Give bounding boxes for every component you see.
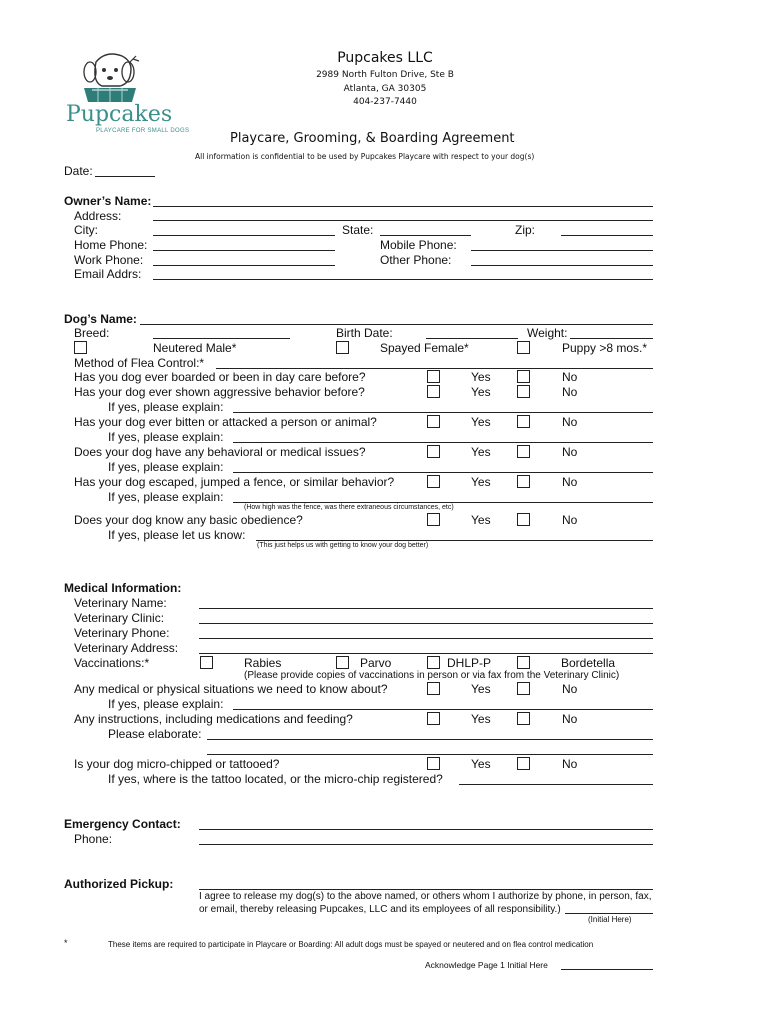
instructions-yes-label: Yes (471, 712, 491, 726)
instructions-yes-checkbox[interactable] (427, 712, 440, 725)
initial-field[interactable] (565, 913, 653, 914)
logo-tagline: PLAYCARE FOR SMALL DOGS (96, 128, 190, 134)
initial-label: (Initial Here) (588, 915, 632, 924)
pickup-heading: Authorized Pickup: (64, 877, 174, 891)
zip-label: Zip: (515, 223, 536, 237)
chip-no-label: No (562, 757, 578, 771)
obedience-no-label: No (562, 513, 578, 527)
mobile-phone-label: Mobile Phone: (380, 238, 457, 252)
instructions-field-2[interactable] (207, 754, 653, 755)
obedience-let-us-know-label: If yes, please let us know: (108, 528, 246, 542)
bitten-yes-checkbox[interactable] (427, 415, 440, 428)
chip-question: Is your dog micro-chipped or tattooed? (74, 757, 280, 771)
situations-question: Any medical or physical situations we need to know about? (74, 682, 388, 696)
situations-explain-label: If yes, please explain: (108, 697, 224, 711)
dog-name-field[interactable] (140, 324, 653, 325)
bitten-explain-label: If yes, please explain: (108, 430, 224, 444)
bordetella-label: Bordetella (561, 656, 616, 670)
bordetella-checkbox[interactable] (517, 656, 530, 669)
breed-label: Breed: (74, 326, 110, 340)
company-name: Pupcakes LLC (337, 50, 433, 66)
emergency-name-field[interactable] (199, 829, 653, 830)
escaped-explain-label: If yes, please explain: (108, 490, 224, 504)
zip-field[interactable] (561, 235, 653, 236)
work-phone-field[interactable] (153, 265, 335, 266)
vet-name-label: Veterinary Name: (74, 596, 167, 610)
vet-phone-field[interactable] (199, 638, 653, 639)
medical-issues-yes-checkbox[interactable] (427, 445, 440, 458)
bitten-no-checkbox[interactable] (517, 415, 530, 428)
dhlp-label: DHLP-P (447, 656, 492, 670)
dhlp-checkbox[interactable] (427, 656, 440, 669)
spayed-label: Spayed Female* (380, 341, 469, 355)
chip-where-field[interactable] (459, 784, 653, 785)
form-subtitle: All information is confidential to be used by Pupcakes Playcare with respect to your dog(s) (195, 152, 535, 161)
escaped-yes-label: Yes (471, 475, 491, 489)
vaccination-note: (Please provide copies of vaccinations in person or via fax from the Veterinary Clinic) (244, 670, 620, 681)
logo-name: Pupcakes (66, 102, 173, 127)
city-field[interactable] (153, 235, 335, 236)
other-phone-field[interactable] (471, 265, 653, 266)
escaped-question: Has your dog escaped, jumped a fence, or similar behavior? (74, 475, 395, 489)
escaped-no-label: No (562, 475, 578, 489)
vet-address-field[interactable] (199, 653, 653, 654)
flea-label: Method of Flea Control:* (74, 356, 205, 370)
footnote-star: * (64, 938, 68, 948)
chip-no-checkbox[interactable] (517, 757, 530, 770)
escaped-explain-field[interactable] (233, 502, 653, 503)
aggressive-yes-checkbox[interactable] (427, 385, 440, 398)
puppy-checkbox[interactable] (517, 341, 530, 354)
situations-no-label: No (562, 682, 578, 696)
agreement-line-1: I agree to release my dog(s) to the above named, or others whom I authorize by phone, in person, fax, (199, 891, 652, 902)
instructions-elaborate-label: Please elaborate: (108, 727, 202, 741)
vet-clinic-label: Veterinary Clinic: (74, 611, 165, 625)
medical-issues-no-label: No (562, 445, 578, 459)
spayed-checkbox[interactable] (336, 341, 349, 354)
vet-name-field[interactable] (199, 608, 653, 609)
medical-issues-no-checkbox[interactable] (517, 445, 530, 458)
footnote-text: These items are required to participate in Playcare or Boarding: All adult dogs must be spayed or neutered and on flea control medication (108, 940, 594, 949)
instructions-question: Any instructions, including medications and feeding? (74, 712, 353, 726)
weight-field[interactable] (570, 338, 653, 339)
pickup-field[interactable] (199, 889, 653, 890)
dog-name-label: Dog’s Name: (64, 312, 137, 326)
agreement-line-2: or email, thereby releasing Pupcakes, LLC and its employees of all responsibility.) (199, 904, 561, 915)
other-phone-label: Other Phone: (380, 253, 452, 267)
owner-name-label: Owner’s Name: (64, 194, 152, 208)
birth-date-field[interactable] (426, 338, 518, 339)
breed-field[interactable] (153, 338, 290, 339)
situations-no-checkbox[interactable] (517, 682, 530, 695)
chip-where-label: If yes, where is the tattoo located, or the micro-chip registered? (108, 772, 443, 786)
bitten-no-label: No (562, 415, 578, 429)
boarded-yes-label: Yes (471, 370, 491, 384)
rabies-checkbox[interactable] (200, 656, 213, 669)
emergency-phone-label: Phone: (74, 832, 113, 846)
vet-address-label: Veterinary Address: (74, 641, 179, 655)
date-field[interactable] (95, 176, 155, 177)
instructions-field-1[interactable] (207, 739, 653, 740)
obedience-field[interactable] (256, 540, 653, 541)
obedience-yes-checkbox[interactable] (427, 513, 440, 526)
escaped-no-checkbox[interactable] (517, 475, 530, 488)
situations-yes-checkbox[interactable] (427, 682, 440, 695)
company-address-2: Atlanta, GA 30305 (343, 84, 427, 94)
state-field[interactable] (380, 235, 471, 236)
instructions-no-label: No (562, 712, 578, 726)
neutered-checkbox[interactable] (74, 341, 87, 354)
situations-yes-label: Yes (471, 682, 491, 696)
weight-label: Weight: (527, 326, 568, 340)
aggressive-no-label: No (562, 385, 578, 399)
obedience-note: (This just helps us with getting to know your dog better) (257, 542, 429, 549)
boarded-yes-checkbox[interactable] (427, 370, 440, 383)
home-phone-field[interactable] (153, 250, 335, 251)
aggressive-question: Has your dog ever shown aggressive behavior before? (74, 385, 365, 399)
address-field[interactable] (153, 220, 653, 221)
boarded-question: Has you dog ever boarded or been in day care before? (74, 370, 366, 384)
home-phone-label: Home Phone: (74, 238, 148, 252)
boarded-no-checkbox[interactable] (517, 370, 530, 383)
date-label: Date: (64, 164, 93, 178)
bitten-yes-label: Yes (471, 415, 491, 429)
bitten-explain-field[interactable] (233, 442, 653, 443)
obedience-question: Does your dog know any basic obedience? (74, 513, 303, 527)
bitten-question: Has your dog ever bitten or attacked a person or animal? (74, 415, 377, 429)
email-field[interactable] (153, 279, 653, 280)
owner-name-field[interactable] (153, 206, 653, 207)
aggressive-explain-label: If yes, please explain: (108, 400, 224, 414)
aggressive-no-checkbox[interactable] (517, 385, 530, 398)
city-label: City: (74, 223, 98, 237)
emergency-phone-field[interactable] (199, 844, 653, 845)
medical-issues-explain-label: If yes, please explain: (108, 460, 224, 474)
state-label: State: (342, 223, 374, 237)
puppy-label: Puppy >8 mos.* (562, 341, 648, 355)
boarded-no-label: No (562, 370, 578, 384)
obedience-no-checkbox[interactable] (517, 513, 530, 526)
aggressive-explain-field[interactable] (233, 412, 653, 413)
medical-heading: Medical Information: (64, 581, 182, 595)
email-label: Email Addrs: (74, 267, 142, 281)
parvo-checkbox[interactable] (336, 656, 349, 669)
parvo-label: Parvo (360, 656, 392, 670)
mobile-phone-field[interactable] (471, 250, 653, 251)
rabies-label: Rabies (244, 656, 282, 670)
escaped-yes-checkbox[interactable] (427, 475, 440, 488)
situations-explain-field[interactable] (233, 709, 653, 710)
emergency-heading: Emergency Contact: (64, 817, 181, 831)
flea-field[interactable] (216, 368, 653, 369)
aggressive-yes-label: Yes (471, 385, 491, 399)
chip-yes-label: Yes (471, 757, 491, 771)
company-address-1: 2989 North Fulton Drive, Ste B (316, 70, 454, 80)
fence-note: (How high was the fence, was there extraneous circumstances, etc) (244, 504, 454, 511)
obedience-yes-label: Yes (471, 513, 491, 527)
medical-issues-yes-label: Yes (471, 445, 491, 459)
vet-phone-label: Veterinary Phone: (74, 626, 170, 640)
acknowledge-field[interactable] (561, 969, 653, 970)
chip-yes-checkbox[interactable] (427, 757, 440, 770)
vet-clinic-field[interactable] (199, 623, 653, 624)
medical-issues-explain-field[interactable] (233, 472, 653, 473)
address-label: Address: (74, 209, 122, 223)
company-phone: 404-237-7440 (353, 97, 417, 107)
vaccinations-label: Vaccinations:* (74, 656, 150, 670)
medical-issues-question: Does your dog have any behavioral or medical issues? (74, 445, 366, 459)
instructions-no-checkbox[interactable] (517, 712, 530, 725)
acknowledge-label: Acknowledge Page 1 Initial Here (425, 960, 548, 970)
neutered-label: Neutered Male* (153, 341, 237, 355)
birth-date-label: Birth Date: (336, 326, 393, 340)
work-phone-label: Work Phone: (74, 253, 144, 267)
form-title: Playcare, Grooming, & Boarding Agreement (230, 131, 515, 146)
